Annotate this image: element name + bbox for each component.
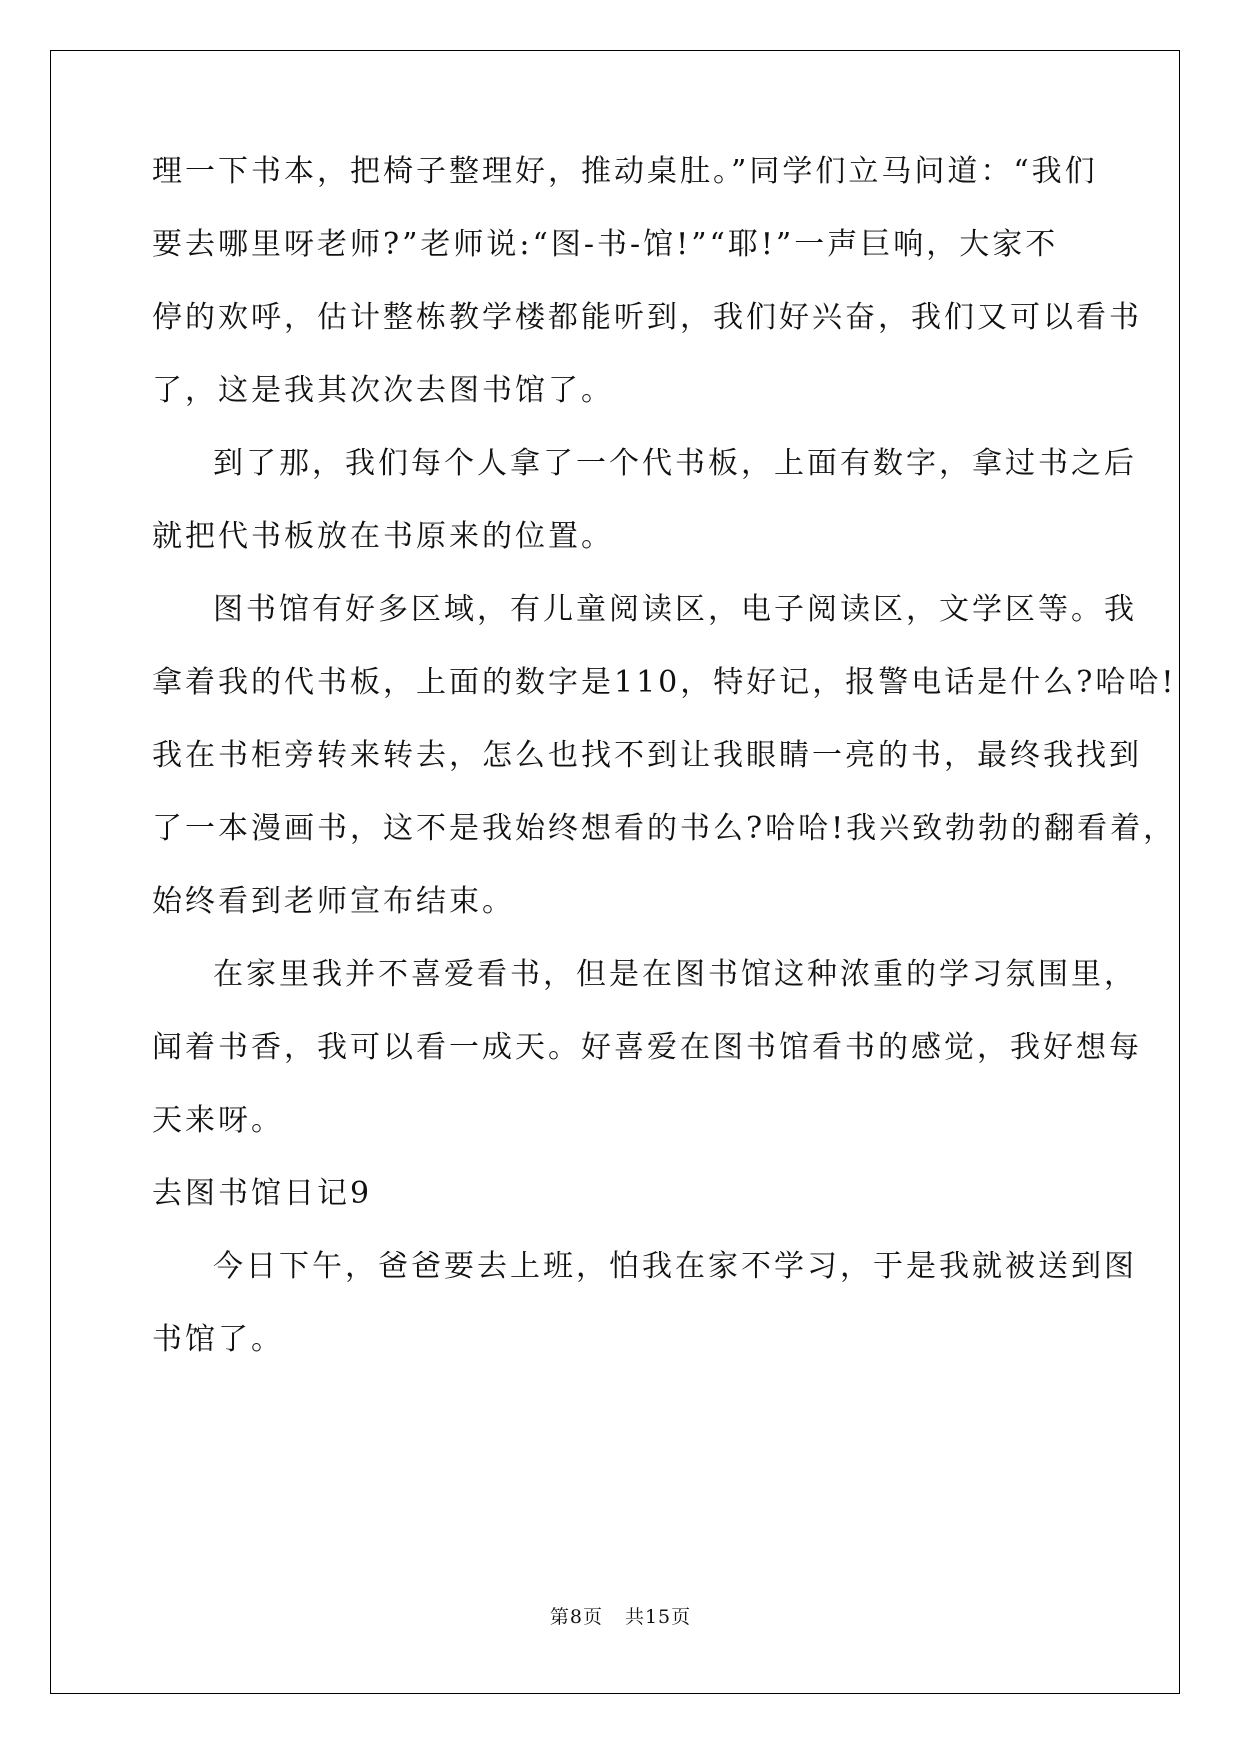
text-line: 停的欢呼，估计整栋教学楼都能听到，我们好兴奋，我们又可以看书 [152,300,1142,335]
text-line: 了一本漫画书，这不是我始终想看的书么?哈哈!我兴致勃勃的翻看着， [152,811,1177,846]
text-line: 了，这是我其次次去图书馆了。 [152,373,614,408]
text-line: 就把代书板放在书原来的位置。 [152,519,614,554]
text-line: 始终看到老师宣布结束。 [152,884,515,919]
paragraph-start-line: 今日下午，爸爸要去上班，怕我在家不学习，于是我就被送到图 [213,1249,1137,1284]
text-line: 要去哪里呀老师?”老师说:“图-书-馆!”“耶!”一声巨响，大家不 [152,227,1059,262]
page-footer [0,1605,1241,1629]
text-line: 我在书柜旁转来转去，怎么也找不到让我眼睛一亮的书，最终我找到 [152,738,1142,773]
text-line: 理一下书本，把椅子整理好，推动桌肚。”同学们立马问道：“我们 [152,154,1098,189]
paragraph-start-line: 到了那，我们每个人拿了一个代书板，上面有数字，拿过书之后 [213,446,1137,481]
text-line: 拿着我的代书板，上面的数字是110，特好记，报警电话是什么?哈哈! [152,665,1177,700]
paragraph-start-line: 在家里我并不喜爱看书，但是在图书馆这种浓重的学习氛围里， [213,957,1137,992]
paragraph-start-line: 图书馆有好多区域，有儿童阅读区，电子阅读区，文学区等。我 [213,592,1137,627]
page-border [50,50,1180,1694]
total-pages-label: 共15页 [624,1606,692,1628]
text-line: 书馆了。 [152,1322,284,1357]
current-page-label: 第8页 [549,1606,603,1628]
section-heading: 去图书馆日记9 [152,1176,373,1211]
text-line: 天来呀。 [152,1103,284,1138]
text-line: 闻着书香，我可以看一成天。好喜爱在图书馆看书的感觉，我好想每 [152,1030,1142,1065]
